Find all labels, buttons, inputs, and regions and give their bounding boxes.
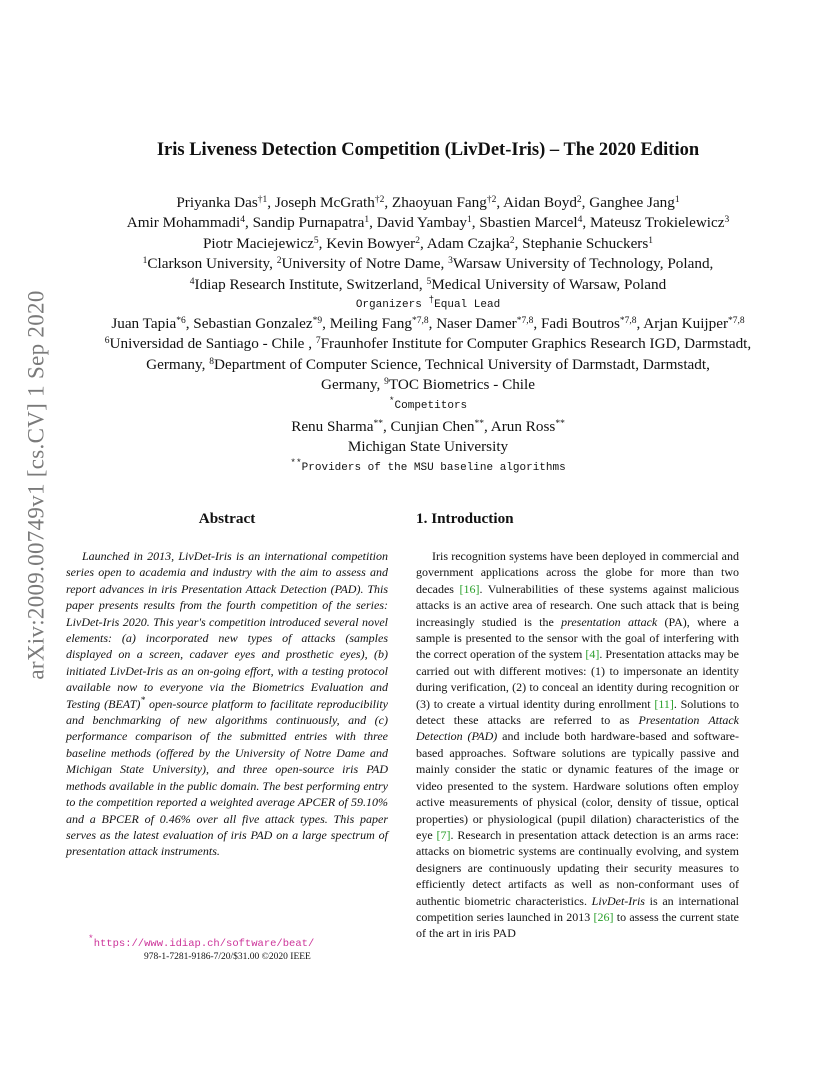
affiliation-text: University of Notre Dame, <box>281 255 449 273</box>
author-name: Joseph McGrath <box>274 194 375 211</box>
author-name: Adam Czajka <box>426 234 510 252</box>
introduction-heading: 1. Introduction <box>416 510 514 527</box>
competitors-authors-line: Juan Tapia$^{*6}$, Sebastian Gonzalez$^{*9}$, Meiling Fang$^{*7,8}$, Naser Damer$^{*7,8}$, Fadi Boutros$^{*7,8}$, Arjan Kuijper$^{*7,8}$ <box>111 315 745 332</box>
author-affiliation-mark: 1 <box>674 195 680 205</box>
author-affiliation-mark: *9 <box>312 316 323 326</box>
author-affiliation-mark: †1 <box>257 195 268 205</box>
author-affiliation-mark: *7,8 <box>728 316 745 326</box>
affiliation-number: 7 <box>315 336 321 347</box>
author-affiliation-mark: *6 <box>176 316 186 326</box>
msu-affiliation: Michigan State University <box>347 438 509 456</box>
affiliation-number: 9 <box>384 377 389 388</box>
abstract-column <box>66 510 388 860</box>
author-name: Piotr Maciejewicz <box>202 234 314 252</box>
author-affiliation-mark: ** <box>474 419 484 429</box>
author-name: Juan Tapia <box>111 315 177 332</box>
author-affiliation-mark: 1 <box>648 235 654 246</box>
affiliation-text: Universidad de Santiago - Chile , <box>109 335 316 353</box>
affiliation-text: Medical University of Warsaw, Poland <box>431 275 667 293</box>
affiliation-number: 8 <box>209 356 214 367</box>
author-name: Sbastien Marcel <box>479 214 578 232</box>
affiliation-text: Germany, <box>146 355 210 373</box>
author-affiliation-mark: †2 <box>374 195 385 205</box>
author-affiliation-mark: *7,8 <box>619 316 637 326</box>
author-name: Ganghee Jang <box>589 194 675 211</box>
author-affiliation-mark: *7,8 <box>516 316 534 326</box>
author-name: Sebastian Gonzalez <box>193 315 313 332</box>
msu-block <box>60 417 796 478</box>
citation-link[interactable]: [16] <box>459 581 480 596</box>
author-name: Priyanka Das <box>176 194 258 211</box>
citation-link[interactable]: [26] <box>593 909 614 924</box>
author-name: Stephanie Schuckers <box>522 234 649 252</box>
copyright-notice: 978-1-7281-9186-7/20/$31.00 ©2020 IEEE <box>144 952 311 962</box>
msu-note: **Providers of the MSU baseline algorithms <box>290 456 566 474</box>
organizers-authors-line-3: Piotr Maciejewicz$^5$, Kevin Bowyer$^2$, Adam Czajka$^2$, Stephanie Schuckers$^1$ <box>202 234 654 252</box>
affiliation-text: TOC Biometrics - Chile <box>388 376 535 394</box>
organizers-affiliation-line-2 <box>60 275 796 295</box>
affiliation-text: Germany, <box>321 376 385 394</box>
arxiv-identifier-text: arXiv:2009.00749v1 [cs.CV] 1 Sep 2020 <box>24 290 50 680</box>
author-name: Kevin Bowyer <box>326 234 416 252</box>
author-affiliation-mark: 2 <box>415 235 420 246</box>
author-name: Arjan Kuijper <box>643 315 729 332</box>
author-affiliation-mark: †2 <box>486 195 497 205</box>
citation-link[interactable]: [7] <box>436 827 451 842</box>
abstract-heading: Abstract <box>198 510 256 527</box>
author-affiliation-mark: *7,8 <box>411 316 429 326</box>
organizers-note: Organizers †Equal Lead <box>355 294 501 312</box>
author-name: Zhaoyuan Fang <box>391 194 487 211</box>
msu-authors-line: Renu Sharma**, Cunjian Chen**, Arun Ross** <box>291 418 565 435</box>
organizers-affiliation-line-1 <box>60 254 796 274</box>
affiliation-number: 5 <box>426 276 432 287</box>
affiliation-text: Warsaw University of Technology, Poland, <box>452 255 714 273</box>
author-affiliation-mark: 2 <box>576 195 582 205</box>
competitors-affiliation-line-3 <box>60 375 796 395</box>
competitors-affiliation-line-2 <box>60 355 796 375</box>
author-name: Meiling Fang <box>329 315 412 332</box>
author-name: Amir Mohammadi <box>126 214 241 232</box>
author-affiliation-mark: 3 <box>724 215 730 226</box>
author-affiliation-mark: 4 <box>240 215 245 226</box>
competitors-block <box>60 314 796 416</box>
author-name: Fadi Boutros <box>540 315 620 332</box>
citation-link[interactable]: [11] <box>654 696 674 711</box>
arxiv-identifier-stamp <box>20 290 54 680</box>
competitors-note: *Competitors <box>388 394 468 412</box>
author-name: Arun Ross <box>490 418 556 435</box>
author-name: Sandip Purnapatra <box>252 214 365 232</box>
author-affiliation-mark: 1 <box>364 215 370 226</box>
organizers-block <box>60 193 796 315</box>
author-affiliation-mark: 4 <box>577 215 583 226</box>
author-affiliation-mark: ** <box>555 419 565 429</box>
affiliation-number: 3 <box>448 256 453 267</box>
author-affiliation-mark: 1 <box>466 215 472 226</box>
paper-page <box>60 0 796 1072</box>
author-name: David Yambay <box>376 214 467 232</box>
introduction-column <box>416 510 739 942</box>
abstract-body: Launched in 2013, LivDet-Iris is an international competition series open to academia and industry with the aim to assess and report advances in iris Presentation Attack Detection (PAD). This paper presents results from the fourth competition of the series: LivDet-Iris 2020. This year's competition introduced several novel elements: (a) incorporated new types of attacks (samples displayed on a screen, cadaver eyes and prosthetic eyes), (b) initiated LivDet-Iris as an on-going effort, with a testing protocol available now to everyone via the Biometrics Evaluation and Testing (BEAT)* open-source platform to facilitate reproducibility and benchmarking of new algorithms continuously, and (c) performance comparison of the submitted entries with three baseline methods (offered by the University of Notre Dame and Michigan State University), and three open-source iris PAD methods available in the public domain. The best performing entry to the competition reported a weighted average APCER of 59.10% and a BPCER of 0.46% over all five attack types. This paper serves as the latest evaluation of iris PAD on a large spectrum of presentation attack instruments. <box>66 549 389 859</box>
affiliation-number: 4 <box>189 276 195 287</box>
author-affiliation-mark: 5 <box>313 235 319 246</box>
affiliation-number: 6 <box>104 336 110 347</box>
author-name: Cunjian Chen <box>390 418 475 435</box>
affiliation-text: Department of Computer Science, Technical University of Darmstadt, Darmstadt, <box>213 355 710 373</box>
affiliation-number: 2 <box>276 256 282 267</box>
competitors-affiliation-line-1 <box>60 334 796 354</box>
affiliation-text: Idiap Research Institute, Switzerland, <box>194 275 427 293</box>
paper-title: Iris Liveness Detection Competition (LivDet-Iris) – The 2020 Edition <box>156 140 700 160</box>
author-name: Mateusz Trokielewicz <box>589 214 725 232</box>
introduction-body: Iris recognition systems have been deployed in commercial and government applications across the globe for more than two decades [16]. Vulnerabilities of these systems against malicious attacks is an active area of research. One such attack that is being increasingly studied is the presentation attack (PA), where a sample is presented to the sensor with the goal of interfering with the correct operation of the system [4]. Presentation attacks may be carried out with different motives: (1) to impersonate an identity during verification, (2) to conceal an identity during recognition or (3) to create a virtual identity during enrollment [11]. Solutions to detect these attacks are referred to as Presentation Attack Detection (PAD) and include both hardware-based and software-based approaches. Software solutions are typically passive and mainly consider the static or dynamic features of the image or video presented to the system. Hardware solutions often employ active measurements of physical (color, density of tissue, optical properties) or physiological (pupil dilation) characteristics of the eye [7]. Research in presentation attack detection is an arms race: attacks on biometric systems are continually evolving, and system designers are continuously updating their security measures to efficiently detect artifacts as well as non-conformant uses of authentic biometric characteristics. LivDet-Iris is an international competition series launched in 2013 [26] to assess the current state of the art in iris PAD <box>416 549 740 941</box>
organizers-authors-line-2: Amir Mohammadi$^4$, Sandip Purnapatra$^1$, David Yambay$^1$, Sbastien Marcel$^4$, Mateusz Trokielewicz$^3$ <box>126 214 730 232</box>
footnote-url-link[interactable]: *https://www.idiap.ch/software/beat/ <box>88 933 315 950</box>
author-affiliation-mark: ** <box>373 419 383 429</box>
author-affiliation-mark: 2 <box>509 235 515 246</box>
affiliation-number: 1 <box>142 256 148 267</box>
affiliation-text: Clarkson University, <box>147 255 277 273</box>
citation-link[interactable]: [4] <box>585 647 600 662</box>
affiliation-text: Fraunhofer Institute for Computer Graphics Research IGD, Darmstadt, <box>320 335 752 353</box>
organizers-authors-line-1: Priyanka Das$^{\dagger 1}$, Joseph McGrath$^{\dagger 2}$, Zhaoyuan Fang$^{\dagger 2}$, Aidan Boyd$^2$, Ganghee Jang$^1$ <box>176 194 680 211</box>
author-name: Renu Sharma <box>291 418 374 435</box>
author-name: Aidan Boyd <box>503 194 577 211</box>
author-name: Naser Damer <box>436 315 517 332</box>
